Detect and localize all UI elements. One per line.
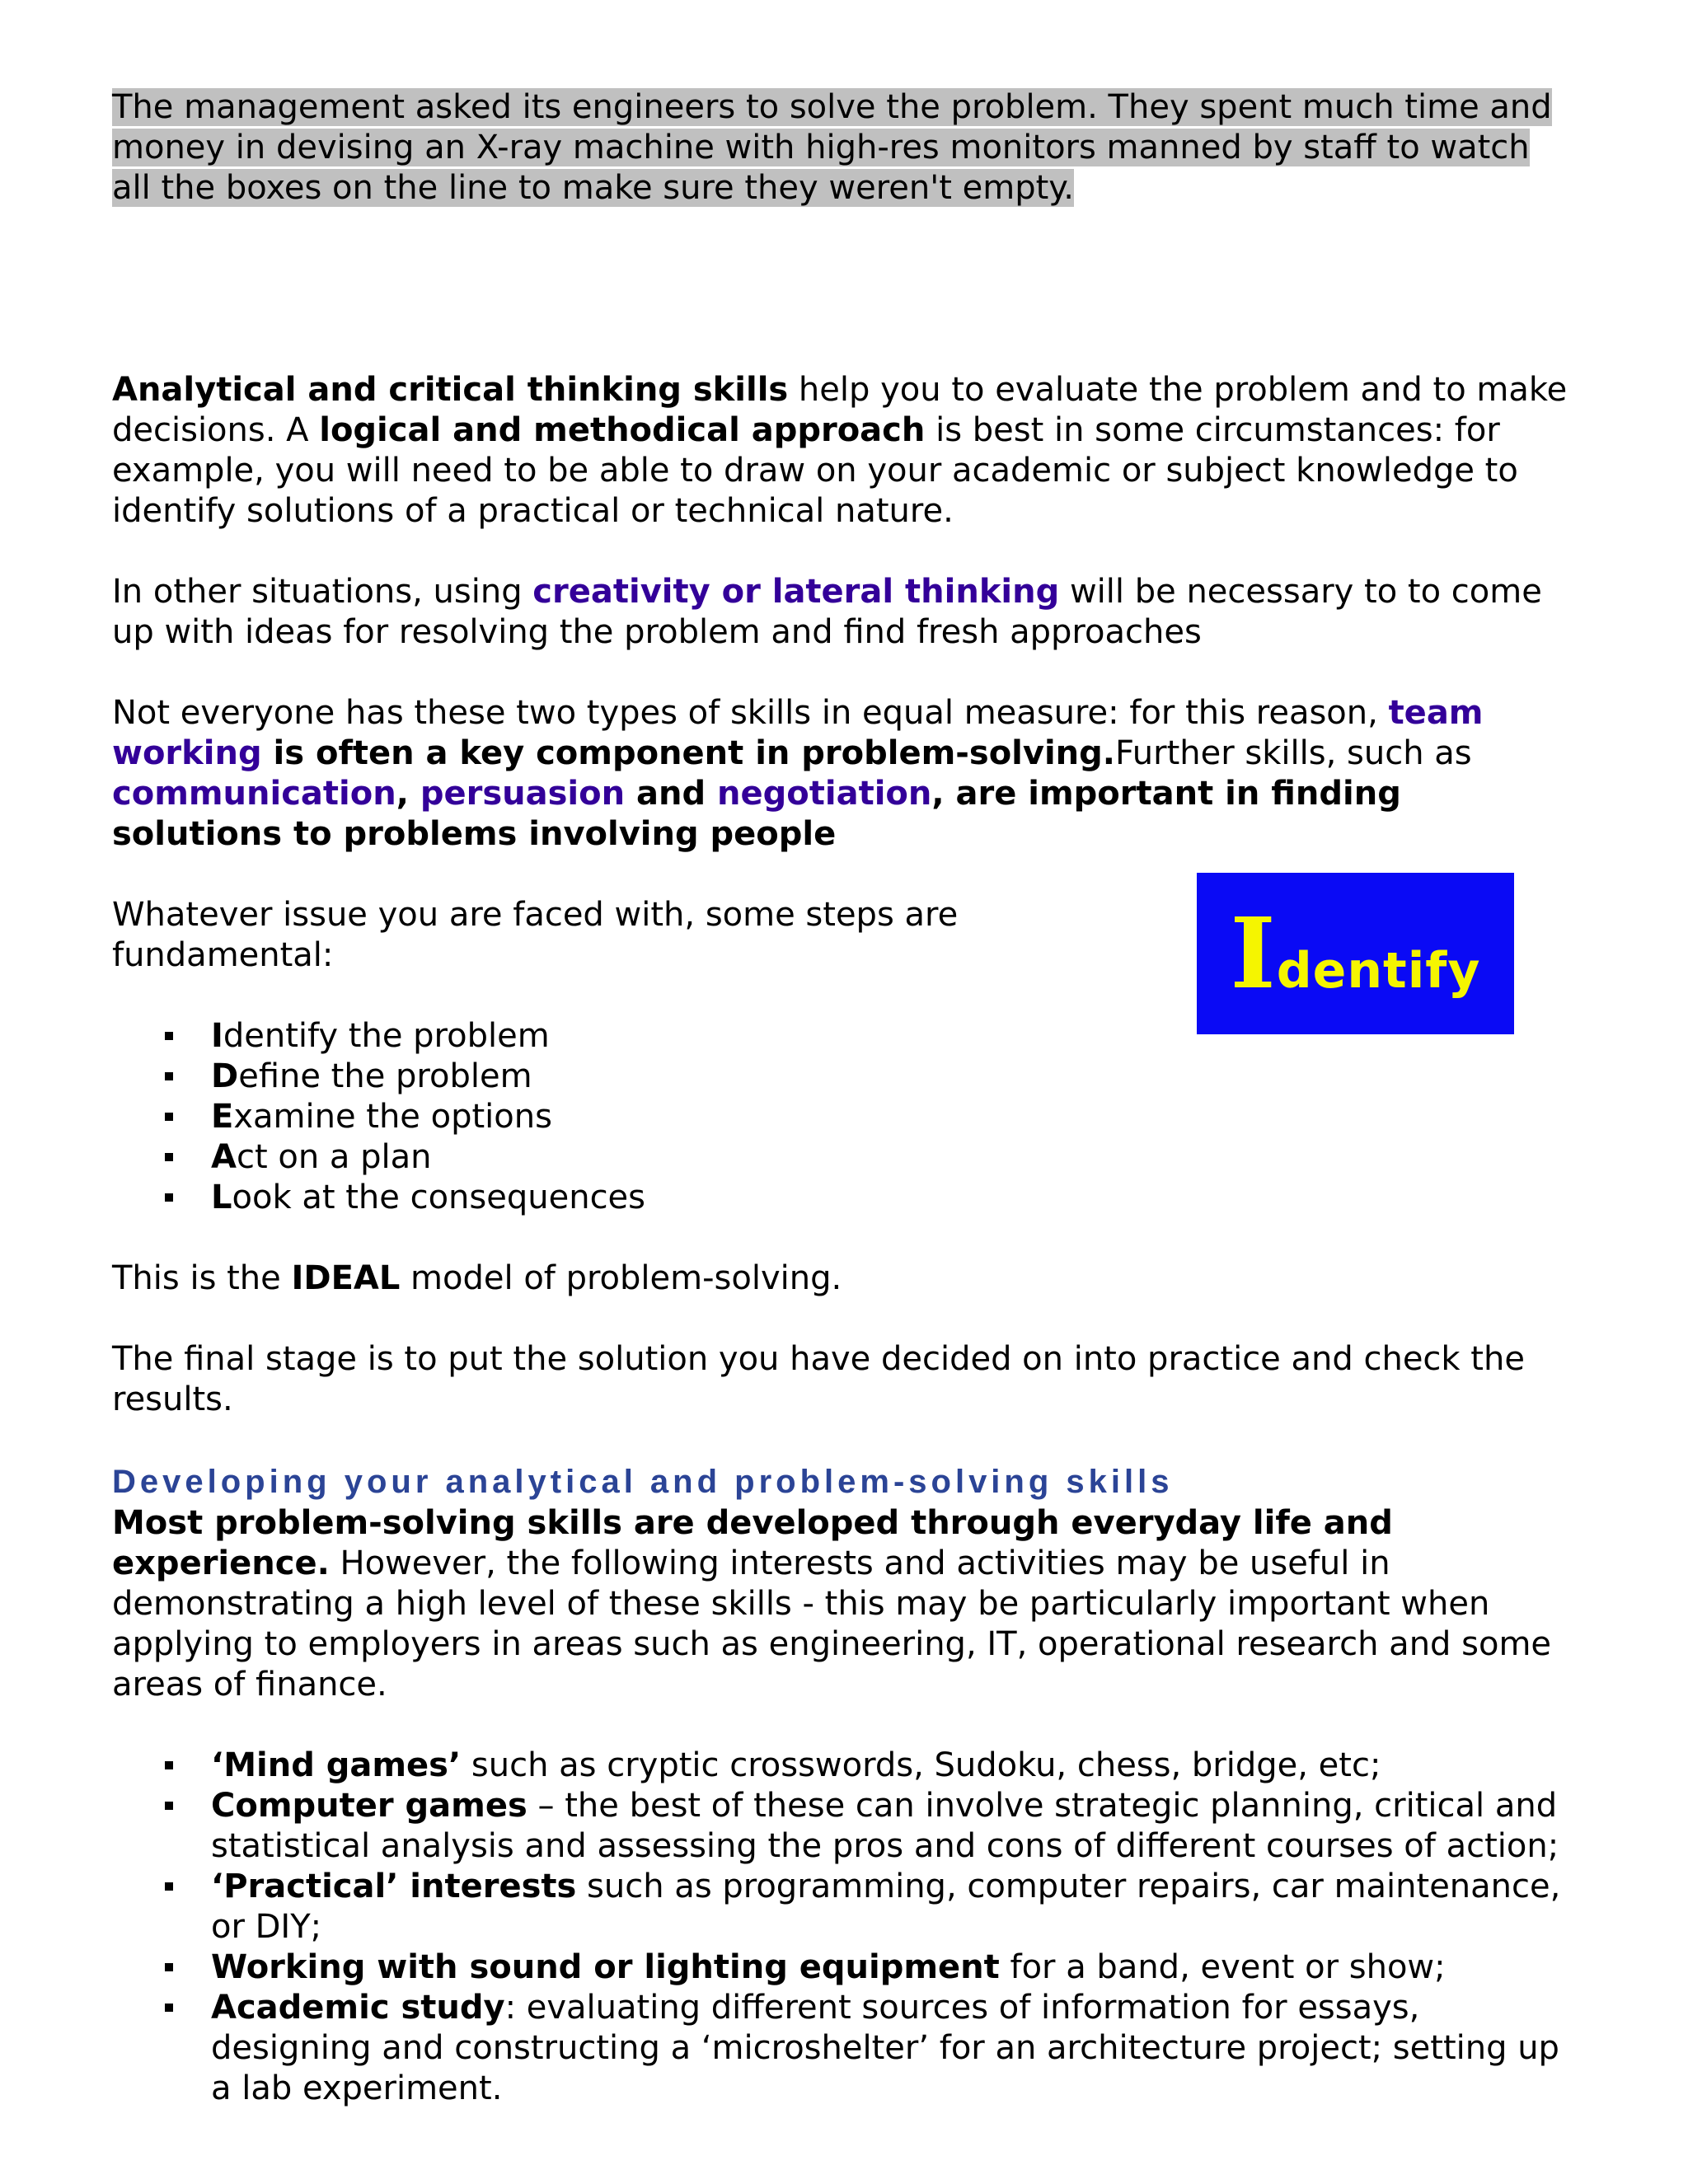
- keyword: creativity or lateral thinking: [532, 573, 1060, 611]
- list-item: Define the problem: [211, 1057, 1573, 1097]
- list-item: Working with sound or lighting equipment for a band, event or show;: [211, 1947, 1573, 1988]
- list-item: Examine the options: [211, 1097, 1573, 1137]
- steps-intro: Whatever issue you are faced with, some steps are fundamental:: [112, 896, 959, 974]
- list-item: Look at the consequences: [211, 1178, 1573, 1218]
- section-heading: Developing your analytical and problem-solving skills: [112, 1464, 1174, 1500]
- list-item: ‘Mind games’ such as cryptic crosswords, Sudoku, chess, bridge, etc;: [211, 1746, 1573, 1786]
- list-item: Identify the problem: [211, 1016, 1573, 1057]
- document-page: [112, 87, 1573, 2109]
- development-paragraph: Most problem-solving skills are developed through everyday life and experience. However, the following interests and activities may be useful in demonstrating a high level of these skills - this may be particularly important when applying to employers in areas such as engineering, IT, operational research and some areas of finance.: [112, 1504, 1552, 1704]
- list-item: Academic study: evaluating different sources of information for essays, designing and constructing a ‘microshelter’ for an architecture project; setting up a lab experiment.: [211, 1988, 1573, 2109]
- teamwork-paragraph: Not everyone has these two types of skills in equal measure: for this reason, team working is often a key component in problem-solving.Further skills, such as communication, persuasion and negotiation, are important in finding solutions to problems involving people: [112, 694, 1484, 853]
- ideal-model-paragraph: This is the IDEAL model of problem-solving.: [112, 1259, 842, 1297]
- intro-paragraph: [112, 87, 1573, 209]
- identify-badge-image: Identify: [1197, 873, 1514, 1034]
- list-item: Act on a plan: [211, 1137, 1573, 1178]
- interests-list: [112, 1746, 1573, 2109]
- list-item: ‘Practical’ interests such as programming, computer repairs, car maintenance, or DIY;: [211, 1867, 1573, 1947]
- steps-section: [112, 895, 1573, 1218]
- analytical-paragraph: Analytical and critical thinking skills help you to evaluate the problem and to make decisions. A logical and methodical approach is best in some circumstances: for example, you will need to be able to draw on your academic or subject knowledge to identify solutions of a practical or technical nature.: [112, 371, 1568, 530]
- final-stage-paragraph: The final stage is to put the solution you have decided on into practice and check the results.: [112, 1340, 1525, 1418]
- keyword: communication: [112, 775, 396, 813]
- bold-phrase: logical and methodical approach: [319, 411, 926, 449]
- keyword: persuasion: [420, 775, 626, 813]
- ideal-steps-list: [112, 1016, 1573, 1218]
- highlighted-text: The management asked its engineers to solve the problem. They spent much time and money in devising an X-ray machine with high-res monitors manned by staff to watch all the boxes on the line to make sure they weren't empty.: [112, 88, 1552, 207]
- keyword: negotiation: [717, 775, 932, 813]
- creativity-paragraph: In other situations, using creativity or lateral thinking will be necessary to to come up with ideas for resolving the problem and find fresh approaches: [112, 573, 1542, 651]
- list-item: Computer games – the best of these can involve strategic planning, critical and statistical analysis and assessing the pros and cons of different courses of action;: [211, 1786, 1573, 1867]
- bold-phrase: Analytical and critical thinking skills: [112, 371, 789, 409]
- keyword: team working: [112, 694, 1484, 772]
